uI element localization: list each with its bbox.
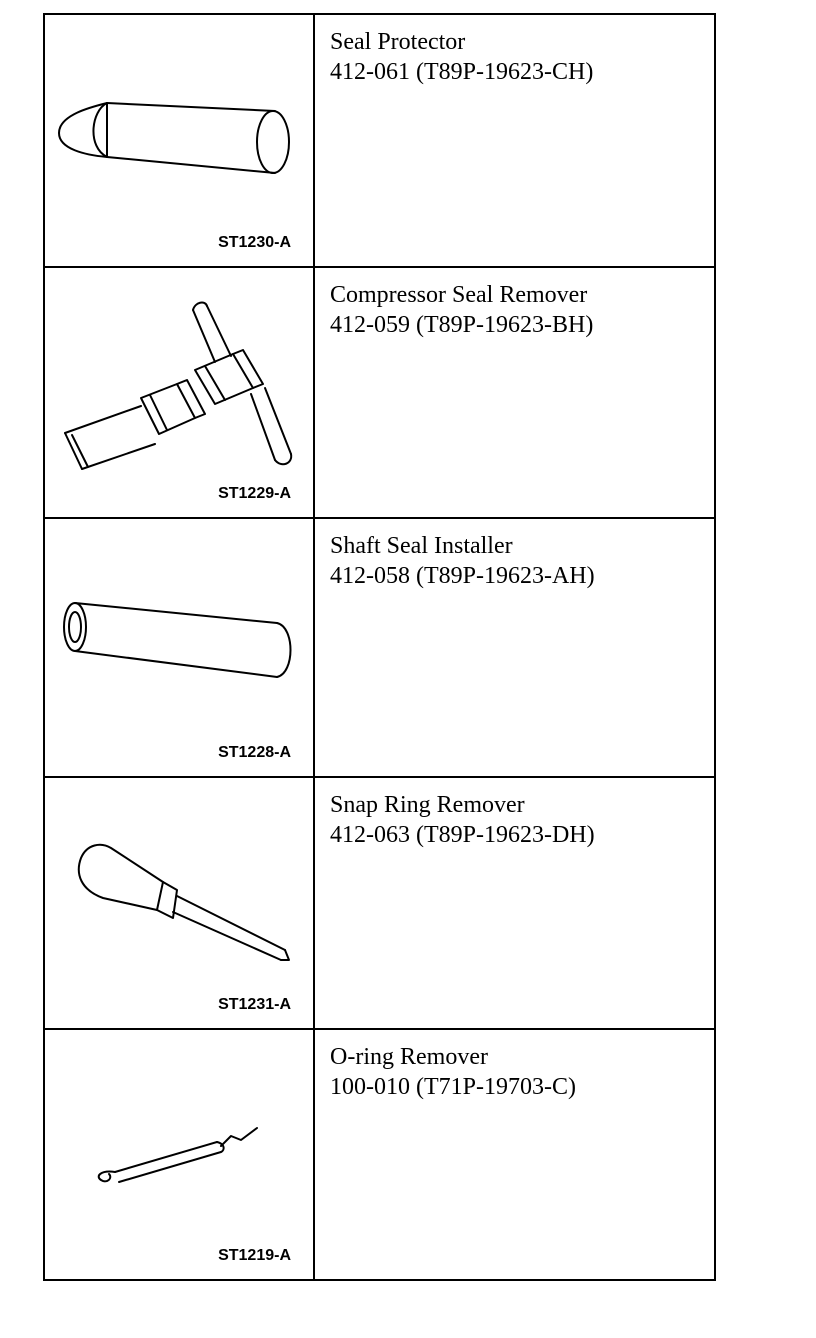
figure-id: ST1229-A [218, 485, 291, 502]
tool-number: 412-058 (T89P-19623-AH) [330, 563, 595, 589]
tool-name: Shaft Seal Installer [330, 533, 513, 559]
compressor-seal-remover-icon [45, 268, 313, 518]
figure-id: ST1231-A [218, 996, 291, 1013]
tool-illustration-cell [45, 519, 315, 776]
tool-row-snap-ring-remover [45, 778, 714, 1030]
tool-illustration-cell [45, 268, 315, 517]
tool-name: Seal Protector [330, 29, 466, 55]
figure-id: ST1230-A [218, 234, 291, 251]
tool-number: 412-061 (T89P-19623-CH) [330, 59, 594, 85]
tool-description-cell [317, 1030, 714, 1279]
tool-description-cell [317, 778, 714, 1028]
tool-name: O-ring Remover [330, 1044, 488, 1070]
tool-description-cell [317, 519, 714, 776]
o-ring-remover-icon [45, 1030, 313, 1280]
tool-number: 412-063 (T89P-19623-DH) [330, 822, 595, 848]
tool-illustration-cell [45, 778, 315, 1028]
tool-row-compressor-seal-remover [45, 268, 714, 519]
shaft-seal-installer-icon [45, 519, 313, 769]
snap-ring-remover-icon [45, 778, 313, 1028]
tool-number: 412-059 (T89P-19623-BH) [330, 312, 594, 338]
tool-description-cell [317, 15, 714, 266]
figure-id: ST1228-A [218, 744, 291, 761]
tool-illustration-cell [45, 15, 315, 266]
seal-protector-icon [45, 15, 313, 265]
figure-id: ST1219-A [218, 1247, 291, 1264]
tool-number: 100-010 (T71P-19703-C) [330, 1074, 576, 1100]
tool-name: Compressor Seal Remover [330, 282, 588, 308]
tool-row-seal-protector [45, 15, 714, 268]
tool-name: Snap Ring Remover [330, 792, 525, 818]
tool-row-o-ring-remover [45, 1030, 714, 1279]
special-tools-table [43, 13, 716, 1281]
tool-row-shaft-seal-installer [45, 519, 714, 778]
tool-illustration-cell [45, 1030, 315, 1279]
tool-description-cell [317, 268, 714, 517]
